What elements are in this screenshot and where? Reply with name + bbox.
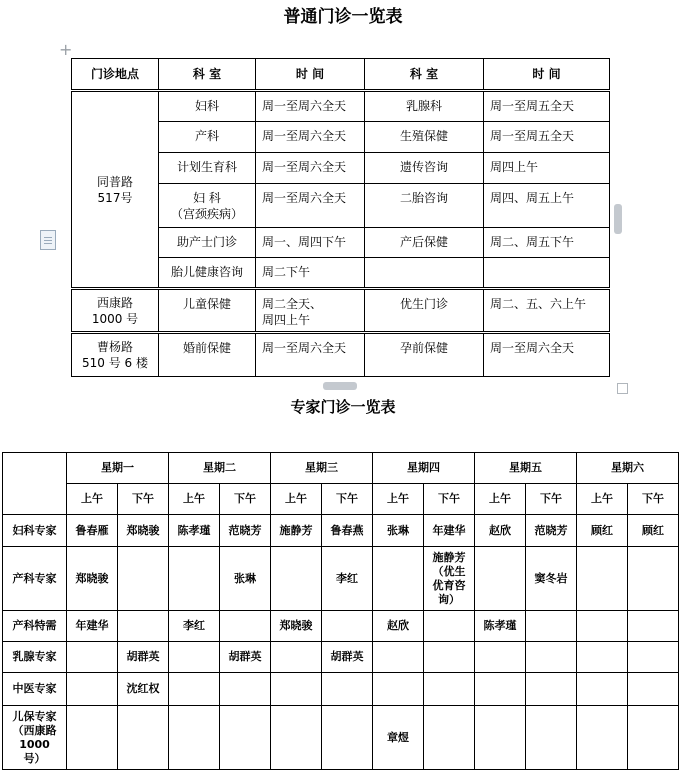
location-line: 1000 号 xyxy=(91,311,139,326)
doctor-cell: 胡群英 xyxy=(118,642,169,673)
table-row xyxy=(3,515,679,547)
day-header: 星期五 xyxy=(475,453,577,484)
specialty-label: 儿保专家 （西康路 1000 号） xyxy=(3,706,67,770)
doctor-cell: 窦冬岩 xyxy=(526,547,577,611)
doctor-cell xyxy=(373,673,424,706)
doctor-cell: 陈孝瑾 xyxy=(475,611,526,642)
table-row xyxy=(72,333,610,377)
ampm-header-row xyxy=(3,484,679,515)
time-cell: 周一至周六全天 xyxy=(256,122,365,153)
table-corner-handle[interactable] xyxy=(617,383,628,394)
doctor-cell: 胡群英 xyxy=(220,642,271,673)
morning-header: 上午 xyxy=(271,484,322,515)
day-header: 星期二 xyxy=(169,453,271,484)
doctor-cell xyxy=(169,642,220,673)
doctor-cell xyxy=(373,642,424,673)
time-line: 周二全天、 xyxy=(262,297,323,311)
time-cell: 周二、五、六上午 xyxy=(484,289,610,333)
doctor-cell xyxy=(322,611,373,642)
location-line: 510 号 6 楼 xyxy=(82,356,148,370)
location-cell xyxy=(72,333,159,377)
doctor-cell xyxy=(577,642,628,673)
time-cell: 周一、周四下午 xyxy=(256,228,365,258)
doctor-cell: 陈孝瑾 xyxy=(169,515,220,547)
doctor-cell xyxy=(118,611,169,642)
doctor-cell: 章煜 xyxy=(373,706,424,770)
doctor-cell: 年建华 xyxy=(67,611,118,642)
specialty-label: 妇科专家 xyxy=(3,515,67,547)
doctor-cell xyxy=(526,642,577,673)
doctor-cell: 张琳 xyxy=(220,547,271,611)
doctor-cell: 范晓芳 xyxy=(526,515,577,547)
afternoon-header: 下午 xyxy=(628,484,679,515)
doctor-cell: 鲁春雁 xyxy=(67,515,118,547)
afternoon-header: 下午 xyxy=(118,484,169,515)
doctor-cell: 施静芳 xyxy=(271,515,322,547)
header-location: 门诊地点 xyxy=(72,59,159,91)
doctor-cell xyxy=(67,642,118,673)
time-line: 周四上午 xyxy=(262,313,311,327)
time-cell: 周一至周六全天 xyxy=(256,91,365,122)
table-row xyxy=(72,91,610,122)
table-row xyxy=(3,547,679,611)
doctor-cell xyxy=(271,706,322,770)
time-cell: 周二下午 xyxy=(256,258,365,289)
doctor-cell xyxy=(577,611,628,642)
doctor-cell xyxy=(322,706,373,770)
general-clinic-table xyxy=(71,58,610,377)
doctor-cell xyxy=(424,611,475,642)
dept-cell xyxy=(159,184,256,228)
afternoon-header: 下午 xyxy=(424,484,475,515)
morning-header: 上午 xyxy=(373,484,424,515)
time-cell: 周一至周六全天 xyxy=(256,184,365,228)
doctor-cell xyxy=(424,642,475,673)
specialty-label: 产科专家 xyxy=(3,547,67,611)
table-resize-handle-bottom[interactable] xyxy=(323,382,357,390)
doctor-cell xyxy=(475,547,526,611)
morning-header: 上午 xyxy=(475,484,526,515)
dept-cell: 胎儿健康咨询 xyxy=(159,258,256,289)
doctor-cell xyxy=(424,673,475,706)
doctor-cell xyxy=(220,611,271,642)
doctor-cell: 范晓芳 xyxy=(220,515,271,547)
morning-header: 上午 xyxy=(67,484,118,515)
doctor-cell: 胡群英 xyxy=(322,642,373,673)
dept-line: （宫颈疾病） xyxy=(170,207,243,221)
table-resize-handle-right[interactable] xyxy=(614,204,622,234)
afternoon-header: 下午 xyxy=(322,484,373,515)
doctor-cell: 施静芳 （优生 优育咨 询） xyxy=(424,547,475,611)
doctor-cell: 郑晓骏 xyxy=(67,547,118,611)
doctor-cell xyxy=(220,706,271,770)
doctor-cell: 李红 xyxy=(322,547,373,611)
doctor-cell xyxy=(118,547,169,611)
dept-cell: 产后保健 xyxy=(365,228,484,258)
dept-cell xyxy=(365,258,484,289)
dept-cell: 儿童保健 xyxy=(159,289,256,333)
dept-cell: 助产士门诊 xyxy=(159,228,256,258)
doctor-cell: 赵欣 xyxy=(373,611,424,642)
header-time: 时 间 xyxy=(484,59,610,91)
day-header-row xyxy=(3,453,679,484)
doctor-cell xyxy=(118,706,169,770)
doctor-cell xyxy=(526,611,577,642)
day-header: 星期六 xyxy=(577,453,679,484)
dept-cell: 乳腺科 xyxy=(365,91,484,122)
day-header: 星期三 xyxy=(271,453,373,484)
afternoon-header: 下午 xyxy=(220,484,271,515)
dept-cell: 生殖保健 xyxy=(365,122,484,153)
dept-cell: 遗传咨询 xyxy=(365,153,484,184)
doctor-cell xyxy=(628,611,679,642)
dept-line: 妇 科 xyxy=(193,191,221,205)
corner-cell xyxy=(3,453,67,515)
doctor-cell xyxy=(475,673,526,706)
doctor-cell xyxy=(628,706,679,770)
doctor-cell: 张琳 xyxy=(373,515,424,547)
specialty-label: 乳腺专家 xyxy=(3,642,67,673)
header-dept: 科 室 xyxy=(159,59,256,91)
table-row xyxy=(3,673,679,706)
doctor-cell xyxy=(169,706,220,770)
specialty-label: 产科特需 xyxy=(3,611,67,642)
time-cell: 周一至周五全天 xyxy=(484,122,610,153)
table-row xyxy=(72,289,610,333)
doctor-cell xyxy=(67,673,118,706)
time-cell: 周四、周五上午 xyxy=(484,184,610,228)
dept-cell: 优生门诊 xyxy=(365,289,484,333)
doctor-cell: 郑晓骏 xyxy=(271,611,322,642)
dept-cell: 孕前保健 xyxy=(365,333,484,377)
doctor-cell: 李红 xyxy=(169,611,220,642)
doctor-cell xyxy=(577,673,628,706)
doctor-cell xyxy=(169,673,220,706)
morning-header: 上午 xyxy=(577,484,628,515)
doctor-cell xyxy=(577,706,628,770)
doctor-cell xyxy=(424,706,475,770)
document-icon[interactable] xyxy=(40,230,56,250)
dept-cell: 二胎咨询 xyxy=(365,184,484,228)
day-header: 星期一 xyxy=(67,453,169,484)
expert-clinic-table xyxy=(2,452,679,770)
doctor-cell xyxy=(526,706,577,770)
location-line: 同普路 xyxy=(96,174,133,189)
doctor-cell: 顾红 xyxy=(577,515,628,547)
doctor-cell xyxy=(271,642,322,673)
doctor-cell: 顾红 xyxy=(628,515,679,547)
dept-cell: 妇科 xyxy=(159,91,256,122)
time-cell: 周一至周六全天 xyxy=(256,153,365,184)
doctor-cell: 沈红权 xyxy=(118,673,169,706)
time-cell: 周一至周五全天 xyxy=(484,91,610,122)
doctor-cell xyxy=(475,642,526,673)
doctor-cell xyxy=(169,547,220,611)
doctor-cell xyxy=(577,547,628,611)
doctor-cell xyxy=(475,706,526,770)
location-cell xyxy=(72,91,159,289)
dept-cell: 婚前保健 xyxy=(159,333,256,377)
add-table-plus-icon[interactable]: + xyxy=(59,40,73,59)
time-cell: 周二、周五下午 xyxy=(484,228,610,258)
time-cell: 周一至周六全天 xyxy=(484,333,610,377)
header-dept: 科 室 xyxy=(365,59,484,91)
doctor-cell xyxy=(220,673,271,706)
dept-cell: 产科 xyxy=(159,122,256,153)
afternoon-header: 下午 xyxy=(526,484,577,515)
doctor-cell xyxy=(628,673,679,706)
general-clinic-title: 普通门诊一览表 xyxy=(283,7,403,27)
time-cell xyxy=(484,258,610,289)
location-line: 曹杨路 xyxy=(96,340,133,354)
table-row xyxy=(3,611,679,642)
doctor-cell xyxy=(526,673,577,706)
doctor-cell xyxy=(628,642,679,673)
header-time: 时 间 xyxy=(256,59,365,91)
specialty-label: 中医专家 xyxy=(3,673,67,706)
doctor-cell xyxy=(322,673,373,706)
table-row xyxy=(3,706,679,770)
location-line: 517号 xyxy=(97,190,133,205)
doctor-cell: 郑晓骏 xyxy=(118,515,169,547)
doctor-cell: 鲁春燕 xyxy=(322,515,373,547)
doctor-cell xyxy=(271,673,322,706)
table-row xyxy=(3,642,679,673)
doctor-cell: 赵欣 xyxy=(475,515,526,547)
morning-header: 上午 xyxy=(169,484,220,515)
doctor-cell xyxy=(373,547,424,611)
general-header-row xyxy=(72,59,610,91)
doctor-cell: 年建华 xyxy=(424,515,475,547)
location-cell xyxy=(72,289,159,333)
expert-clinic-title: 专家门诊一览表 xyxy=(290,398,396,416)
doctor-cell xyxy=(628,547,679,611)
doctor-cell xyxy=(67,706,118,770)
doctor-cell xyxy=(271,547,322,611)
location-line: 西康路 xyxy=(96,295,133,310)
time-cell: 周一至周六全天 xyxy=(256,333,365,377)
dept-cell: 计划生育科 xyxy=(159,153,256,184)
time-cell xyxy=(256,289,365,333)
day-header: 星期四 xyxy=(373,453,475,484)
time-cell: 周四上午 xyxy=(484,153,610,184)
